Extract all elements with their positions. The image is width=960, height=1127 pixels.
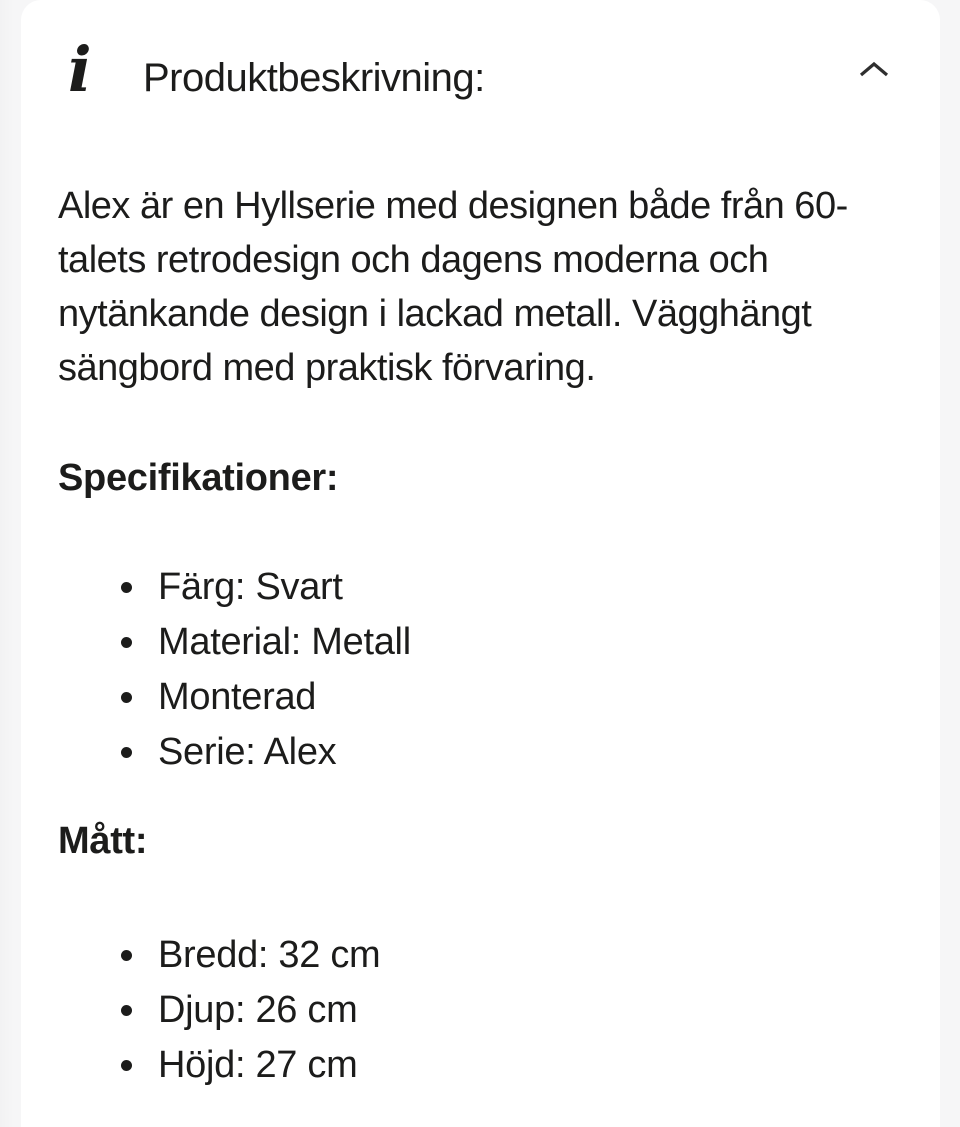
list-item: Serie: Alex xyxy=(158,725,892,780)
dimensions-heading: Mått: xyxy=(58,820,148,862)
product-description-text xyxy=(58,179,892,395)
info-icon: i xyxy=(68,33,92,106)
product-description-card xyxy=(21,0,940,1127)
panel-title: Produktbeskrivning: xyxy=(143,56,485,100)
list-item: Material: Metall xyxy=(158,615,892,670)
description-line: Alex är en Hyllserie med designen både från 60- xyxy=(58,185,848,227)
dimensions-list xyxy=(58,928,892,1093)
specifications-heading: Specifikationer: xyxy=(58,457,339,499)
list-item: Höjd: 27 cm xyxy=(158,1038,892,1093)
description-line: nytänkande design i lackad metall. Vägghängt xyxy=(58,293,812,335)
list-item: Bredd: 32 cm xyxy=(158,928,892,983)
list-item: Monterad xyxy=(158,670,892,725)
specifications-list xyxy=(58,560,892,780)
description-line: talets retrodesign och dagens moderna och xyxy=(58,239,769,281)
product-description-header[interactable] xyxy=(58,34,892,106)
list-item: Djup: 26 cm xyxy=(158,983,892,1038)
list-item: Färg: Svart xyxy=(158,560,892,615)
chevron-up-icon[interactable] xyxy=(856,52,892,88)
description-line: sängbord med praktisk förvaring. xyxy=(58,347,596,389)
